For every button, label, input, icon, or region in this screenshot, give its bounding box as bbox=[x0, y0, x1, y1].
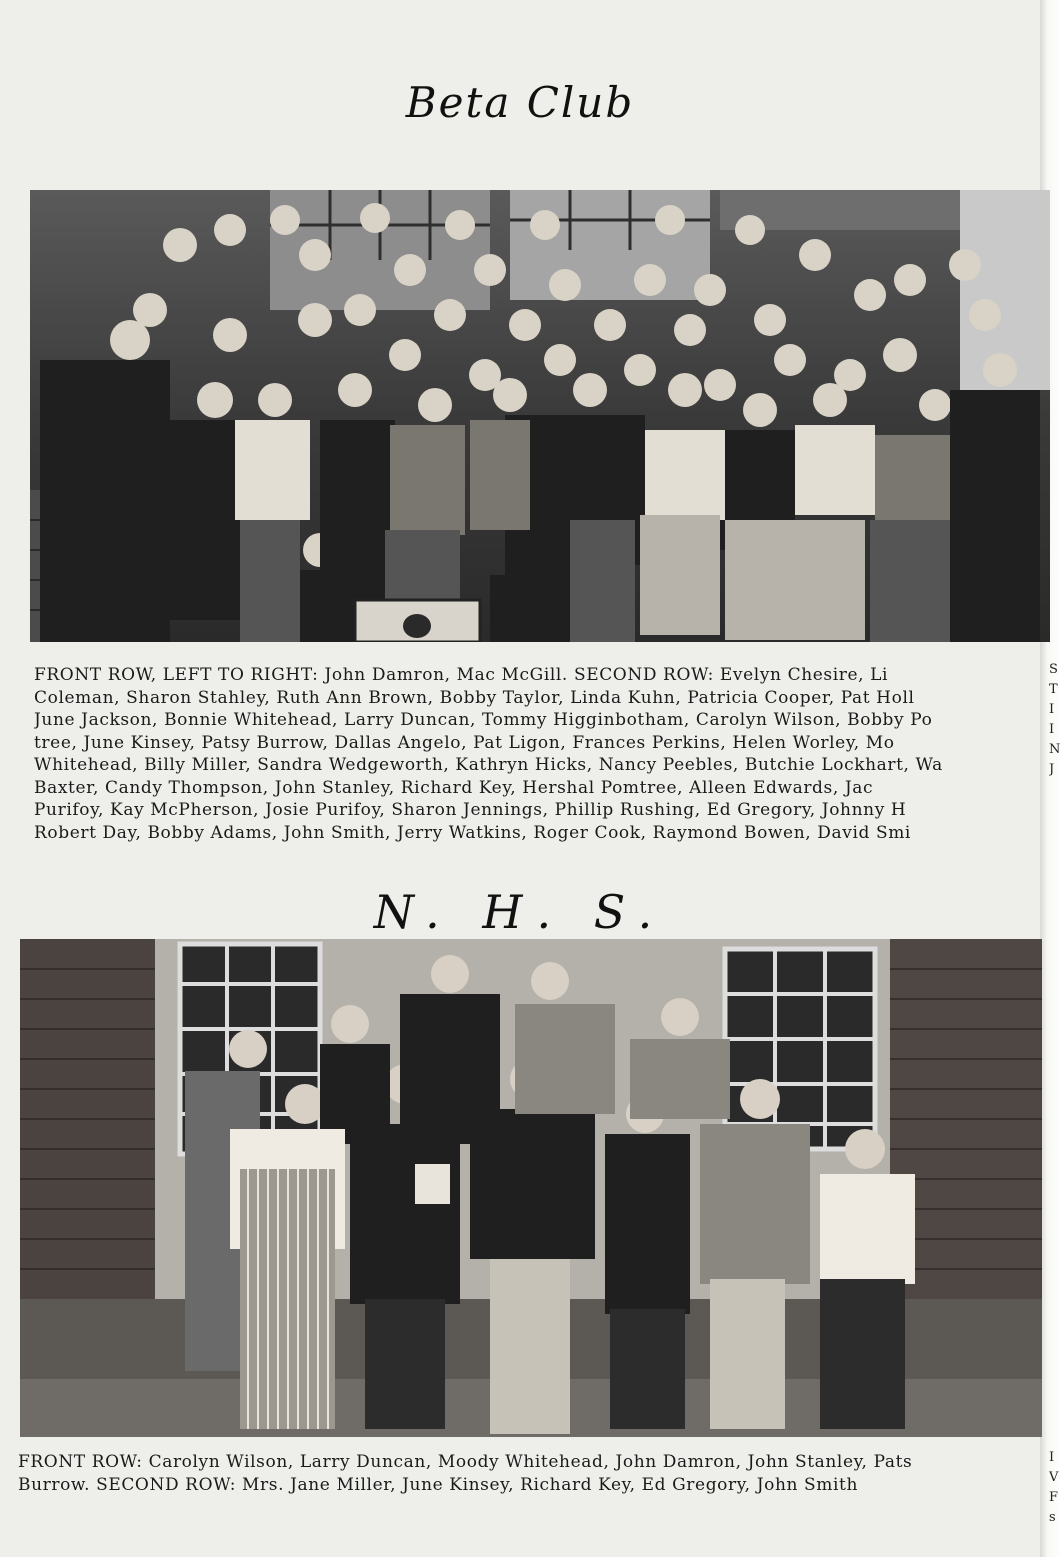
gutter-letter: I bbox=[1049, 702, 1055, 717]
gutter-letter: I bbox=[1049, 722, 1055, 737]
gutter-letter: N bbox=[1049, 742, 1061, 757]
gutter-letter: V bbox=[1049, 1470, 1059, 1485]
facing-page-letters-top bbox=[1049, 660, 1061, 780]
gutter-letter: F bbox=[1049, 1490, 1059, 1505]
caption-line: June Jackson, Bonnie Whitehead, Larry Duncan, Tommy Higginbotham, Carolyn Wilson, Bobby Po bbox=[34, 710, 933, 730]
caption-line: Coleman, Sharon Stahley, Ruth Ann Brown, Bobby Taylor, Linda Kuhn, Patricia Cooper, Pat Holl bbox=[34, 687, 915, 708]
caption-line: Purifoy, Kay McPherson, Josie Purifoy, Sharon Jennings, Phillip Rushing, Ed Gregory, Johnny H bbox=[34, 800, 907, 820]
facing-page-letters-bottom bbox=[1049, 1448, 1061, 1528]
nhs-caption bbox=[18, 1451, 1042, 1496]
caption-line: FRONT ROW, LEFT TO RIGHT: John Damron, Mac McGill. SECOND ROW: Evelyn Chesire, Li bbox=[34, 665, 889, 685]
caption-line: Burrow. SECOND ROW: Mrs. Jane Miller, June Kinsey, Richard Key, Ed Gregory, John Smith bbox=[18, 1474, 859, 1495]
nhs-group-photo bbox=[20, 939, 1042, 1437]
gutter-letter: S bbox=[1049, 662, 1058, 677]
gutter-letter: I bbox=[1049, 1450, 1055, 1465]
caption-line: Baxter, Candy Thompson, John Stanley, Richard Key, Hershal Pomtree, Alleen Edwards, Jac bbox=[34, 777, 874, 798]
gutter-letter: s bbox=[1049, 1510, 1056, 1525]
beta-club-heading: Beta Club bbox=[405, 78, 635, 127]
caption-line: tree, June Kinsey, Patsy Burrow, Dallas Angelo, Pat Ligon, Frances Perkins, Helen Worley, Mo bbox=[34, 732, 895, 753]
gutter-letter: J bbox=[1049, 762, 1055, 777]
nhs-heading: N. H. S. bbox=[373, 885, 667, 939]
caption-line: Robert Day, Bobby Adams, John Smith, Jerry Watkins, Roger Cook, Raymond Bowen, David Smi bbox=[34, 822, 911, 843]
caption-line: FRONT ROW: Carolyn Wilson, Larry Duncan, Moody Whitehead, John Damron, John Stanley, Pats bbox=[18, 1452, 913, 1472]
beta-club-caption bbox=[34, 664, 1046, 844]
gutter-letter: T bbox=[1049, 682, 1058, 697]
caption-line: Whitehead, Billy Miller, Sandra Wedgeworth, Kathryn Hicks, Nancy Peebles, Butchie Lockhart, Wa bbox=[34, 755, 943, 775]
beta-club-group-photo bbox=[30, 190, 1050, 642]
